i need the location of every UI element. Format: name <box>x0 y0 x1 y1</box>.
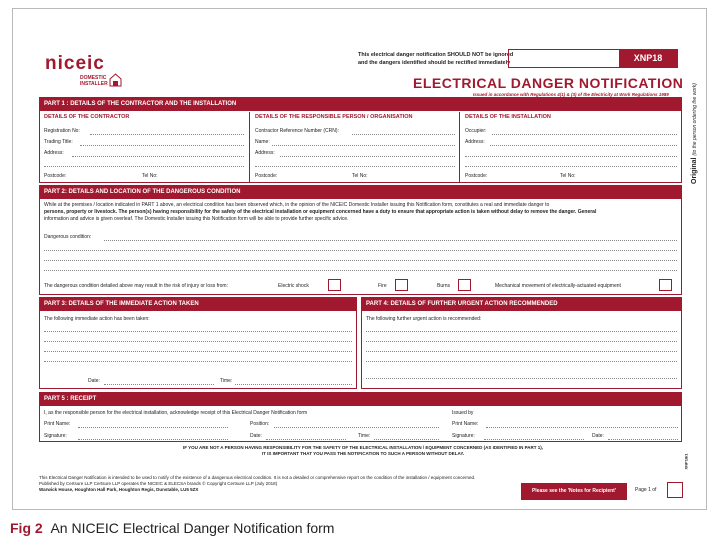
recipient-time-label: Time: <box>358 433 371 439</box>
immediate-action-field-2[interactable] <box>44 341 352 342</box>
trading-title-field[interactable] <box>80 145 244 146</box>
publisher-line: Published by Certsure LLP Certsure LLP operates the NICEIC & ELECSA brands © Copyright Certsure LLP (July 2018) <box>39 481 278 486</box>
address-line: Warwick House, Houghton Hall Park, Houghton Regis, Dunstable, LU5 5ZX <box>39 487 199 492</box>
responsible-address-field-2[interactable] <box>255 166 455 167</box>
column-divider <box>249 112 250 182</box>
part1-heading: PART 1 : DETAILS OF THE CONTRACTOR AND THE INSTALLATION <box>40 98 681 111</box>
niceic-logo <box>45 53 135 99</box>
installation-address-field-3[interactable] <box>465 166 677 167</box>
immediate-action-field-3[interactable] <box>44 351 352 352</box>
immediate-action-field[interactable] <box>44 331 352 332</box>
postcode-label: Postcode: <box>255 173 278 179</box>
page-of-label: Page 1 of <box>635 487 657 493</box>
recipient-print-name-label: Print Name: <box>44 421 71 427</box>
tel-label: Tel No: <box>142 173 158 179</box>
part2-intro-line-3: information and advice is given overleaf. The Domestic Installer issuing this Notification form will be able to provide further specific advice. <box>44 216 349 222</box>
further-action-label: The following further urgent action is recommended: <box>366 316 482 322</box>
contractor-heading: DETAILS OF THE CONTRACTOR <box>44 114 130 120</box>
original-label: Original <box>691 157 698 184</box>
electric-shock-checkbox[interactable] <box>328 279 341 291</box>
part2-section <box>39 185 682 295</box>
installation-address-label: Address: <box>465 139 485 145</box>
further-action-field-2[interactable] <box>366 341 677 342</box>
position-field[interactable] <box>274 427 439 428</box>
date-label: Date: <box>88 378 100 384</box>
part4-section <box>361 297 682 389</box>
dangerous-condition-label: Dangerous condition: <box>44 234 92 240</box>
responsibility-notice <box>153 445 573 457</box>
usage-note: This Electrical Danger Notification is intended to be used to notify of the existence of a dangerous electrical condition. It is not a detailed or comprehensive report on the condition of the installation / equipment concerned. <box>39 475 476 480</box>
issuer-date-field[interactable] <box>608 439 678 440</box>
installation-address-field-2[interactable] <box>465 156 677 157</box>
page-count-box[interactable] <box>667 482 683 498</box>
issuer-signature-field[interactable] <box>484 439 584 440</box>
recipient-print-name-field[interactable] <box>78 427 228 428</box>
part5-section <box>39 392 682 442</box>
installation-address-field[interactable] <box>490 145 677 146</box>
recipient-date-field[interactable] <box>266 439 346 440</box>
logo-subtext: DOMESTIC INSTALLER <box>80 75 108 87</box>
trading-title-label: Trading Title: <box>44 139 73 145</box>
mechanical-movement-label: Mechanical movement of electrically-actuated equipment <box>495 283 621 289</box>
responsible-name-field[interactable] <box>272 145 455 146</box>
installation-heading: DETAILS OF THE INSTALLATION <box>465 114 551 120</box>
responsibility-notice-line-2: IT IS IMPORTANT THAT YOU PASS THE NOTIFICATION TO SUCH A PERSON WITHOUT DELAY. <box>261 451 465 456</box>
figure-number: Fig 2 <box>10 520 43 536</box>
recipient-signature-label: Signature: <box>44 433 67 439</box>
part3-section <box>39 297 357 389</box>
postcode-label: Postcode: <box>465 173 488 179</box>
issuer-print-name-field[interactable] <box>486 427 678 428</box>
responsible-person-heading: DETAILS OF THE RESPONSIBLE PERSON / ORGANISATION <box>255 114 413 120</box>
date-field[interactable] <box>104 384 214 385</box>
tel-label: Tel No: <box>352 173 368 179</box>
dangerous-condition-field-3[interactable] <box>44 260 677 261</box>
issuer-print-name-label: Print Name: <box>452 421 479 427</box>
serial-number-box[interactable] <box>508 49 678 68</box>
responsible-name-label: Name: <box>255 139 270 145</box>
warning-line-1: This electrical danger notification SHOULD NOT be ignored <box>358 52 514 58</box>
warning-line-2: and the dangers identified should be rectified immediately <box>358 60 511 66</box>
occupier-label: Occupier: <box>465 128 487 134</box>
further-action-field-3[interactable] <box>366 351 677 352</box>
crn-label: Contractor Reference Number (CRN): <box>255 128 339 134</box>
part2-intro <box>44 202 679 223</box>
dangerous-condition-field[interactable] <box>104 240 677 241</box>
occupier-field[interactable] <box>492 134 677 135</box>
form-title: ELECTRICAL DANGER NOTIFICATION <box>413 75 684 91</box>
part4-heading: PART 4: DETAILS OF FURTHER URGENT ACTION RECOMMENDED <box>362 298 681 311</box>
form-subtitle: Issued in accordance with Regulations 4(1) & (3) of the Electricity at Work Regulations 1989 <box>473 92 669 97</box>
recipient-time-field[interactable] <box>374 439 439 440</box>
notes-for-recipient-banner: Please see the 'Notes for Recipient' <box>521 483 627 500</box>
immediate-action-label: The following immediate action has been taken: <box>44 316 150 322</box>
tel-label: Tel No: <box>560 173 576 179</box>
mechanical-movement-checkbox[interactable] <box>659 279 672 291</box>
original-side-label <box>681 49 698 189</box>
responsible-address-field[interactable] <box>280 156 455 157</box>
time-label: Time: <box>220 378 233 384</box>
acknowledgement-text: I, as the responsible person for the electrical installation, acknowledge receipt of this Electrical Danger Notification form <box>44 410 308 416</box>
issuer-date-label: Date: <box>592 433 604 439</box>
recipient-signature-field[interactable] <box>78 439 228 440</box>
contractor-address-label: Address: <box>44 150 64 156</box>
responsible-address-label: Address: <box>255 150 275 156</box>
further-action-field-4[interactable] <box>366 361 677 362</box>
issuer-signature-label: Signature: <box>452 433 475 439</box>
warning-note <box>358 51 518 67</box>
responsibility-notice-line-1: IF YOU ARE NOT A PERSON HAVING RESPONSIBILITY FOR THE SAFETY OF THE ELECTRICAL INSTALLATION / EQUIPMENT CONCERNED (AS IDENTIFIED IN PART 1), <box>182 445 544 450</box>
house-icon <box>109 73 122 87</box>
time-field[interactable] <box>235 384 352 385</box>
registration-field[interactable] <box>90 134 244 135</box>
contractor-address-field[interactable] <box>72 156 244 157</box>
dangerous-condition-field-2[interactable] <box>44 250 677 251</box>
part2-intro-line-1: While at the premises / location indicated in PART 1 above, an electrical condition has been observed which, in the opinion of the NICEIC Domestic Installer issuing this Notification form, constitutes a real and immediate danger to <box>44 202 550 208</box>
fire-label: Fire <box>378 283 387 289</box>
figure-caption <box>10 520 334 536</box>
postcode-label: Postcode: <box>44 173 67 179</box>
recipient-date-label: Date: <box>250 433 262 439</box>
part1-section <box>39 97 682 183</box>
burns-checkbox[interactable] <box>458 279 471 291</box>
column-divider <box>459 112 460 182</box>
crn-field[interactable] <box>352 134 455 135</box>
part5-heading: PART 5 : RECEIPT <box>40 393 681 406</box>
position-label: Position: <box>250 421 270 427</box>
original-sublabel: (to the person ordering the work) <box>692 83 698 156</box>
issued-by-label: Issued by <box>452 410 474 416</box>
publisher-info <box>39 475 519 493</box>
further-action-field-5[interactable] <box>366 378 677 379</box>
fire-checkbox[interactable] <box>395 279 408 291</box>
part2-heading: PART 2: DETAILS AND LOCATION OF THE DANGEROUS CONDITION <box>40 186 681 199</box>
electric-shock-label: Electric shock <box>278 283 309 289</box>
burns-label: Burns <box>437 283 451 289</box>
part2-intro-line-2: persons, property or livestock. The person(s) having responsibility for the safety of the electrical installation or equipment concerned have a duty to ensure that appropriate action is taken without delay to remove the danger. General <box>44 209 597 215</box>
dangerous-condition-field-4[interactable] <box>44 270 677 271</box>
immediate-action-field-4[interactable] <box>44 361 352 362</box>
danger-notification-form <box>12 8 707 510</box>
further-action-field[interactable] <box>366 331 677 332</box>
side-form-code: XNP18/1 <box>683 453 689 470</box>
figure-caption-text: An NICEIC Electrical Danger Notification form <box>50 520 335 536</box>
logo-wordmark: niceic <box>45 53 105 74</box>
risk-label: The dangerous condition detailed above may result in the risk of injury or loss from: <box>44 283 228 289</box>
form-code: XNP18 <box>619 50 677 67</box>
contractor-address-field-2[interactable] <box>44 166 244 167</box>
part3-heading: PART 3: DETAILS OF THE IMMEDIATE ACTION TAKEN <box>40 298 356 311</box>
registration-label: Registration No: <box>44 128 80 134</box>
